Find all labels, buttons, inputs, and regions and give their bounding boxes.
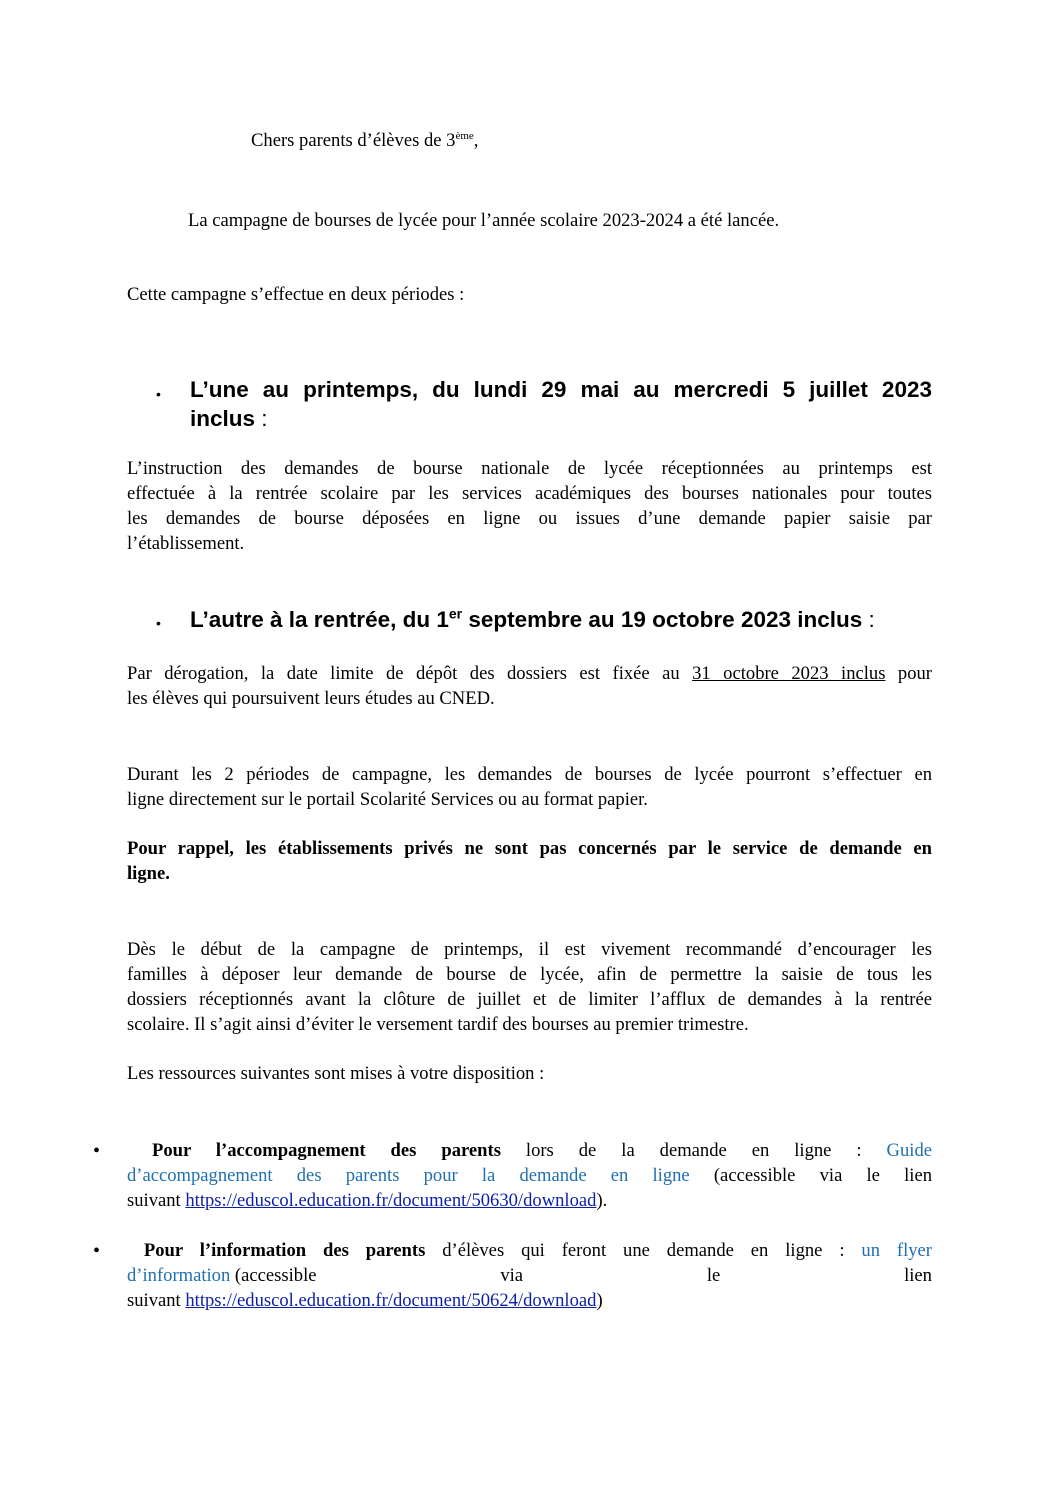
online-line: Durant les 2 périodes de campagne, les demandes de bourses de lycée pourront s’effectuer en — [127, 764, 932, 785]
resources-intro: Les ressources suivantes sont mises à votre disposition : — [127, 1063, 545, 1084]
word-le: le — [706, 1265, 721, 1286]
resource2-line2 — [127, 1263, 932, 1288]
resource1-line2: d’accompagnement des parents pour la demande en ligne (accessible via le lien — [127, 1165, 932, 1186]
intro-paragraph: La campagne de bourses de lycée pour l’année scolaire 2023-2024 a été lancée. — [188, 210, 780, 231]
resource2-item — [127, 1238, 932, 1313]
deadline-cned: 31 octobre 2023 inclus — [692, 663, 886, 684]
recommendation-line: familles à déposer leur demande de bourse de lycée, afin de permettre la saisie de tous les — [127, 964, 932, 985]
greeting-superscript: ème — [455, 129, 474, 142]
period1-body-line: l’établissement. — [127, 533, 245, 554]
flyer-link-continued[interactable]: d’information (accessible — [127, 1265, 317, 1286]
recommendation-line: dossiers réceptionnés avant la clôture de juillet et de limiter l’afflux de demandes à la rentrée — [127, 989, 932, 1010]
greeting: Chers parents d’élèves de 3ème, — [251, 129, 479, 151]
period2-heading: L’autre à la rentrée, du 1er septembre au 19 octobre 2023 inclus : — [190, 605, 875, 632]
period2-superscript: er — [448, 605, 463, 622]
period1-bullet: • — [156, 386, 161, 402]
resource2-bullet: • — [93, 1240, 101, 1262]
recommendation-paragraph — [127, 937, 932, 1037]
period2-body-line1: Par dérogation, la date limite de dépôt des dossiers est fixée au 31 octobre 2023 inclus pour — [127, 663, 932, 684]
flyer-link[interactable]: un flyer — [861, 1240, 933, 1261]
period1-heading — [190, 375, 932, 433]
recommendation-line: scolaire. Il s’agit ainsi d’éviter le versement tardif des bourses au premier trimestre. — [127, 1014, 749, 1035]
resource2-line1: Pour l’information des parents d’élèves qui feront une demande en ligne : un flyer — [143, 1240, 933, 1261]
period1-heading-line1: L’une au printemps, du lundi 29 mai au mercredi 5 juillet 2023 — [190, 377, 932, 402]
reminder-line: Pour rappel, les établissements privés ne sont pas concernés par le service de demande en — [127, 838, 932, 859]
guide-url-link[interactable]: https://eduscol.education.fr/document/50630/download — [185, 1190, 597, 1211]
period2-body-line2: les élèves qui poursuivent leurs études au CNED. — [127, 688, 495, 709]
period1-heading-line2: inclus : — [190, 406, 268, 431]
resource1-line1: Pour l’accompagnement des parents lors de la demande en ligne : Guide — [151, 1140, 932, 1161]
word-lien: lien — [904, 1265, 932, 1286]
periods-intro: Cette campagne s’effectue en deux périodes : — [127, 284, 465, 305]
online-line: ligne directement sur le portail Scolarité Services ou au format papier. — [127, 789, 648, 810]
online-paragraph — [127, 762, 932, 812]
resource1-item — [127, 1138, 932, 1213]
reminder-paragraph — [127, 836, 932, 886]
period1-body-line: L’instruction des demandes de bourse nationale de lycée réceptionnées au printemps est — [127, 458, 932, 479]
period1-body — [127, 456, 932, 556]
period1-body-line: effectuée à la rentrée scolaire par les services académiques des bourses nationales pour toutes — [127, 483, 932, 504]
period2-body — [127, 661, 932, 711]
recommendation-line: Dès le début de la campagne de printemps, il est vivement recommandé d’encourager les — [127, 939, 932, 960]
reminder-line: ligne. — [127, 863, 170, 884]
period2-bullet: • — [156, 615, 161, 631]
resource2-line3: suivant https://eduscol.education.fr/document/50624/download) — [127, 1290, 603, 1311]
resource1-line3: suivant https://eduscol.education.fr/document/50630/download). — [127, 1190, 608, 1211]
resource1-bullet: • — [93, 1140, 101, 1162]
guide-link-continued[interactable]: d’accompagnement des parents pour la demande en ligne — [127, 1165, 690, 1186]
period1-body-line: les demandes de bourse déposées en ligne ou issues d’une demande papier saisie par — [127, 508, 932, 529]
word-via: via — [500, 1265, 524, 1286]
flyer-url-link[interactable]: https://eduscol.education.fr/document/50624/download — [185, 1290, 597, 1311]
guide-link[interactable]: Guide — [886, 1140, 932, 1161]
